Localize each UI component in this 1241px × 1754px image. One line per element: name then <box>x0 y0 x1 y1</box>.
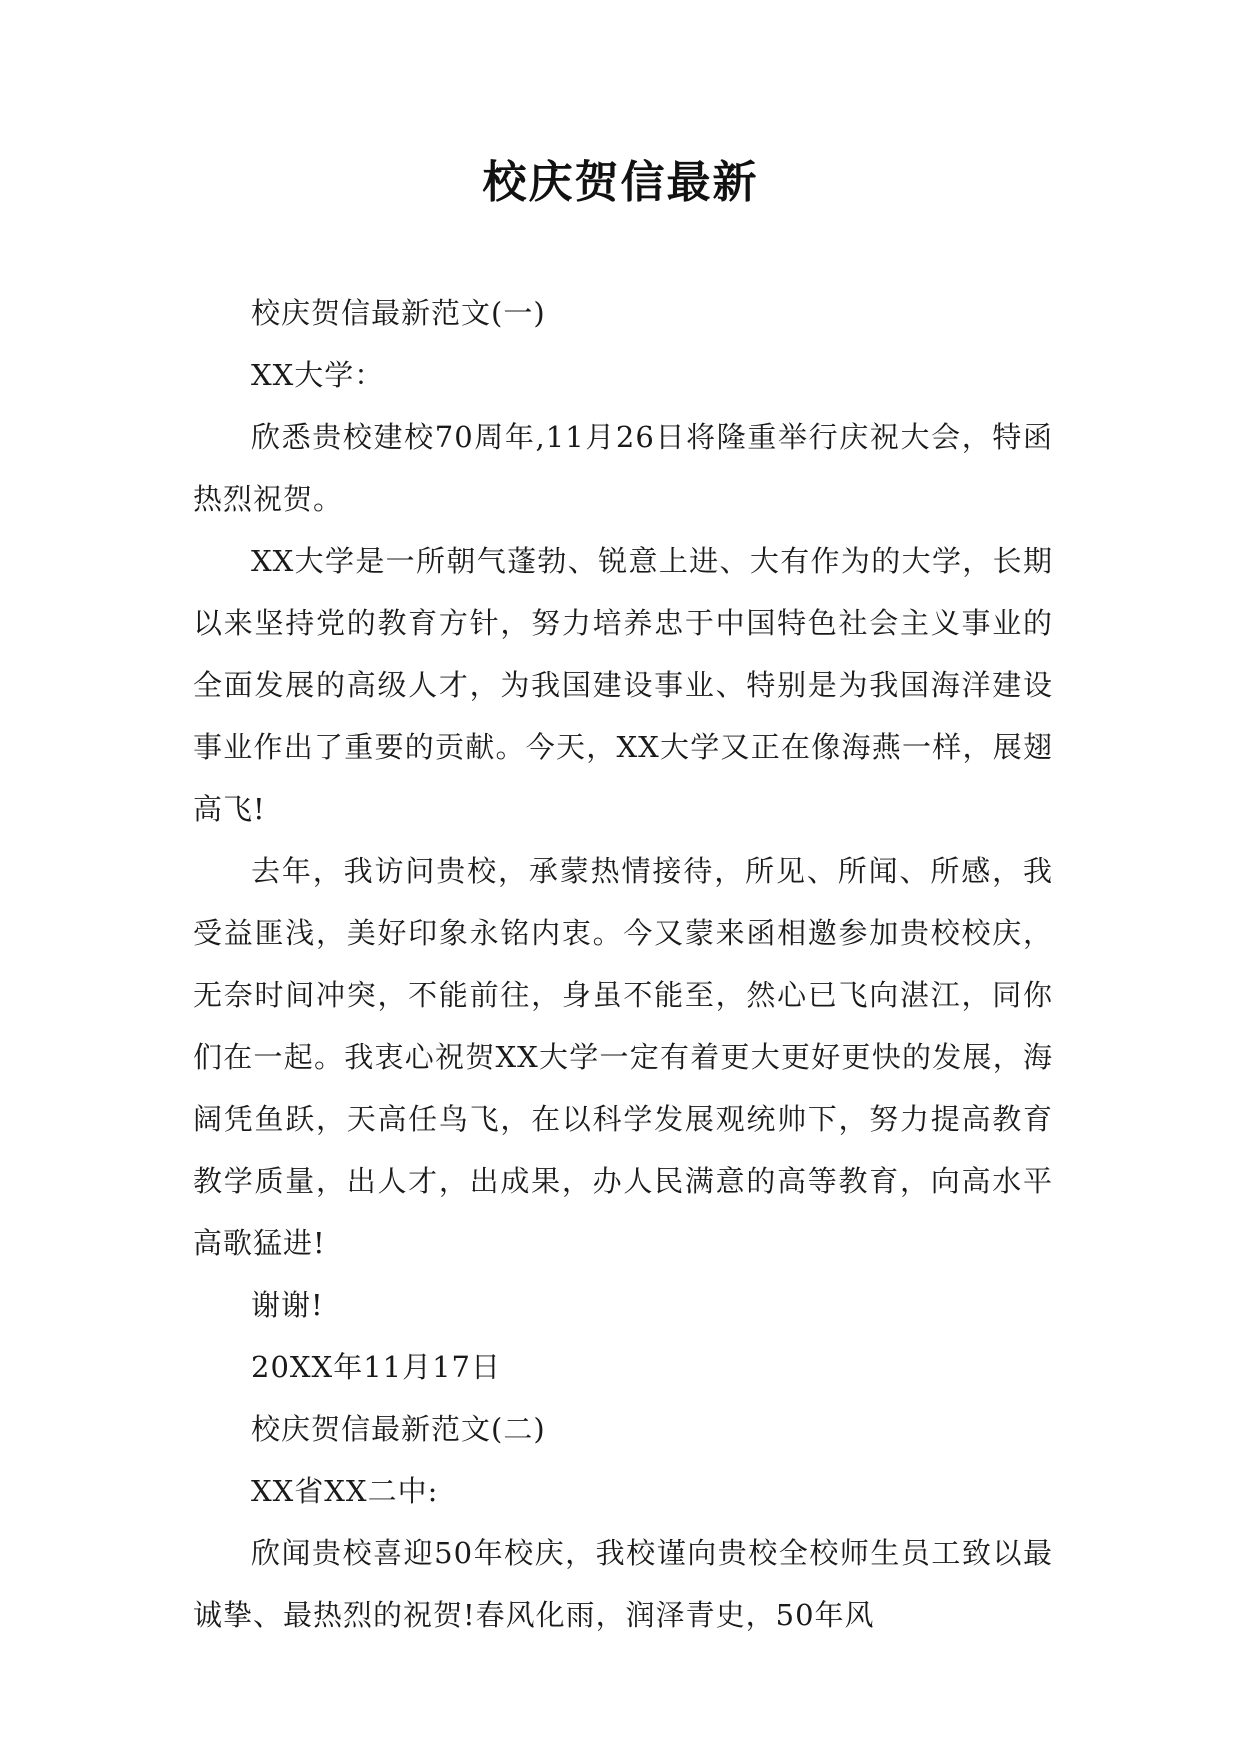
paragraph-heading-1: 校庆贺信最新范文(一) <box>251 296 546 330</box>
paragraph-date: 20XX年11月17日 <box>251 1350 501 1384</box>
paragraph-salutation-1: XX大学： <box>251 358 385 392</box>
paragraph: 去年，我访问贵校，承蒙热情接待，所见、所闻、所感，我受益匪浅，美好印象永铭内衷。今又蒙来函相邀参加贵校校庆，无奈时间冲突，不能前往，身虽不能至，然心已飞向湛江，同你们在一起。我衷心祝贺XX大学一定有着更大更好更快的发展，海阔凭鱼跃，天高任鸟飞，在以科学发展观统帅下，努力提高教育教学质量，出人才，出成果，办人民满意的高等教育，向高水平高歌猛进! <box>193 854 1053 1260</box>
paragraph: 欣闻贵校喜迎50年校庆，我校谨向贵校全校师生员工致以最诚挚、最热烈的祝贺!春风化雨，润泽青史，50年风 <box>193 1536 1053 1632</box>
paragraph: 欣悉贵校建校70周年,11月26日将隆重举行庆祝大会，特函热烈祝贺。 <box>193 420 1053 516</box>
paragraph-salutation-2: XX省XX二中: <box>251 1474 439 1508</box>
document-body <box>193 282 1053 1646</box>
paragraph: XX大学是一所朝气蓬勃、锐意上进、大有作为的大学，长期以来坚持党的教育方针，努力培养忠于中国特色社会主义事业的全面发展的高级人才，为我国建设事业、特别是为我国海洋建设事业作出了重要的贡献。今天，XX大学又正在像海燕一样，展翅高飞! <box>193 544 1053 826</box>
paragraph-heading-2: 校庆贺信最新范文(二) <box>251 1412 546 1446</box>
paragraph-closing: 谢谢! <box>251 1288 324 1322</box>
document-title: 校庆贺信最新 <box>482 157 759 208</box>
